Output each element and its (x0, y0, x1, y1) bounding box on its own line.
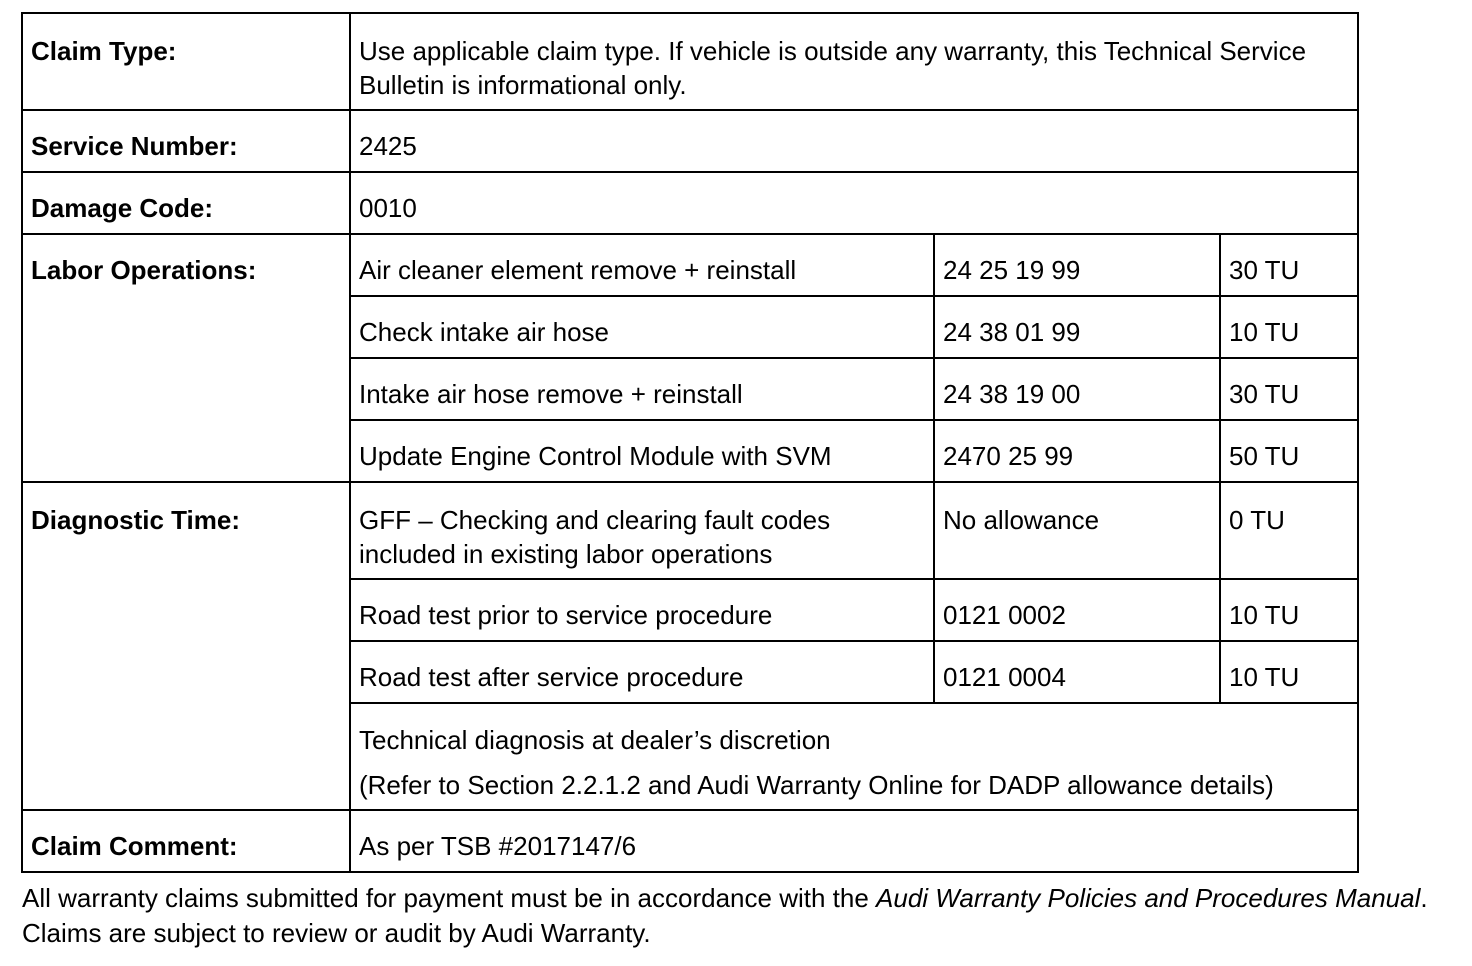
diagnostic-time-label: Diagnostic Time: (22, 482, 350, 810)
warranty-footnote (22, 881, 1442, 951)
damage-code-label: Damage Code: (22, 172, 350, 234)
technical-diagnosis-text: Technical diagnosis at dealer’s discretion (359, 725, 831, 755)
claim-type-value: Use applicable claim type. If vehicle is outside any warranty, this Technical Service Bulletin is informational only. (350, 13, 1358, 110)
labor-operation-row (22, 234, 1358, 296)
claim-comment-value: As per TSB #2017147/6 (350, 810, 1358, 872)
labor-operation-time: 50 TU (1220, 420, 1358, 482)
service-number-label: Service Number: (22, 110, 350, 172)
labor-operation-code: 2470 25 99 (934, 420, 1220, 482)
damage-code-value: 0010 (350, 172, 1358, 234)
labor-operations-label: Labor Operations: (22, 234, 350, 482)
labor-operation-time: 30 TU (1220, 358, 1358, 420)
claim-comment-label: Claim Comment: (22, 810, 350, 872)
claim-type-row (22, 13, 1358, 110)
footnote-text-start: All warranty claims submitted for payment must be in accordance with the (22, 883, 877, 913)
technical-diagnosis-cell (350, 703, 1358, 810)
labor-operation-code: 24 38 01 99 (934, 296, 1220, 358)
diagnostic-description: Road test prior to service procedure (350, 579, 934, 641)
diagnostic-code: 0121 0002 (934, 579, 1220, 641)
labor-operation-description: Update Engine Control Module with SVM (350, 420, 934, 482)
claim-comment-row (22, 810, 1358, 872)
footnote-text-end: . Claims are subject to review or audit by Audi Warranty. (22, 883, 1428, 948)
labor-operation-description: Check intake air hose (350, 296, 934, 358)
technical-diagnosis-reference: (Refer to Section 2.2.1.2 and Audi Warranty Online for DADP allowance details) (359, 770, 1274, 800)
manual-title: Audi Warranty Policies and Procedures Manual (876, 883, 1421, 913)
labor-operation-description: Air cleaner element remove + reinstall (350, 234, 934, 296)
claim-type-label: Claim Type: (22, 13, 350, 110)
labor-operation-time: 30 TU (1220, 234, 1358, 296)
warranty-claim-table (21, 12, 1359, 873)
diagnostic-code: No allowance (934, 482, 1220, 579)
service-number-value: 2425 (350, 110, 1358, 172)
labor-operation-time: 10 TU (1220, 296, 1358, 358)
diagnostic-code: 0121 0004 (934, 641, 1220, 703)
diagnostic-description: Road test after service procedure (350, 641, 934, 703)
service-number-row (22, 110, 1358, 172)
diagnostic-description: GFF – Checking and clearing fault codes included in existing labor operations (350, 482, 934, 579)
diagnostic-row (22, 482, 1358, 579)
labor-operation-code: 24 38 19 00 (934, 358, 1220, 420)
diagnostic-time: 0 TU (1220, 482, 1358, 579)
labor-operation-description: Intake air hose remove + reinstall (350, 358, 934, 420)
diagnostic-time: 10 TU (1220, 641, 1358, 703)
damage-code-row (22, 172, 1358, 234)
labor-operation-code: 24 25 19 99 (934, 234, 1220, 296)
diagnostic-time: 10 TU (1220, 579, 1358, 641)
